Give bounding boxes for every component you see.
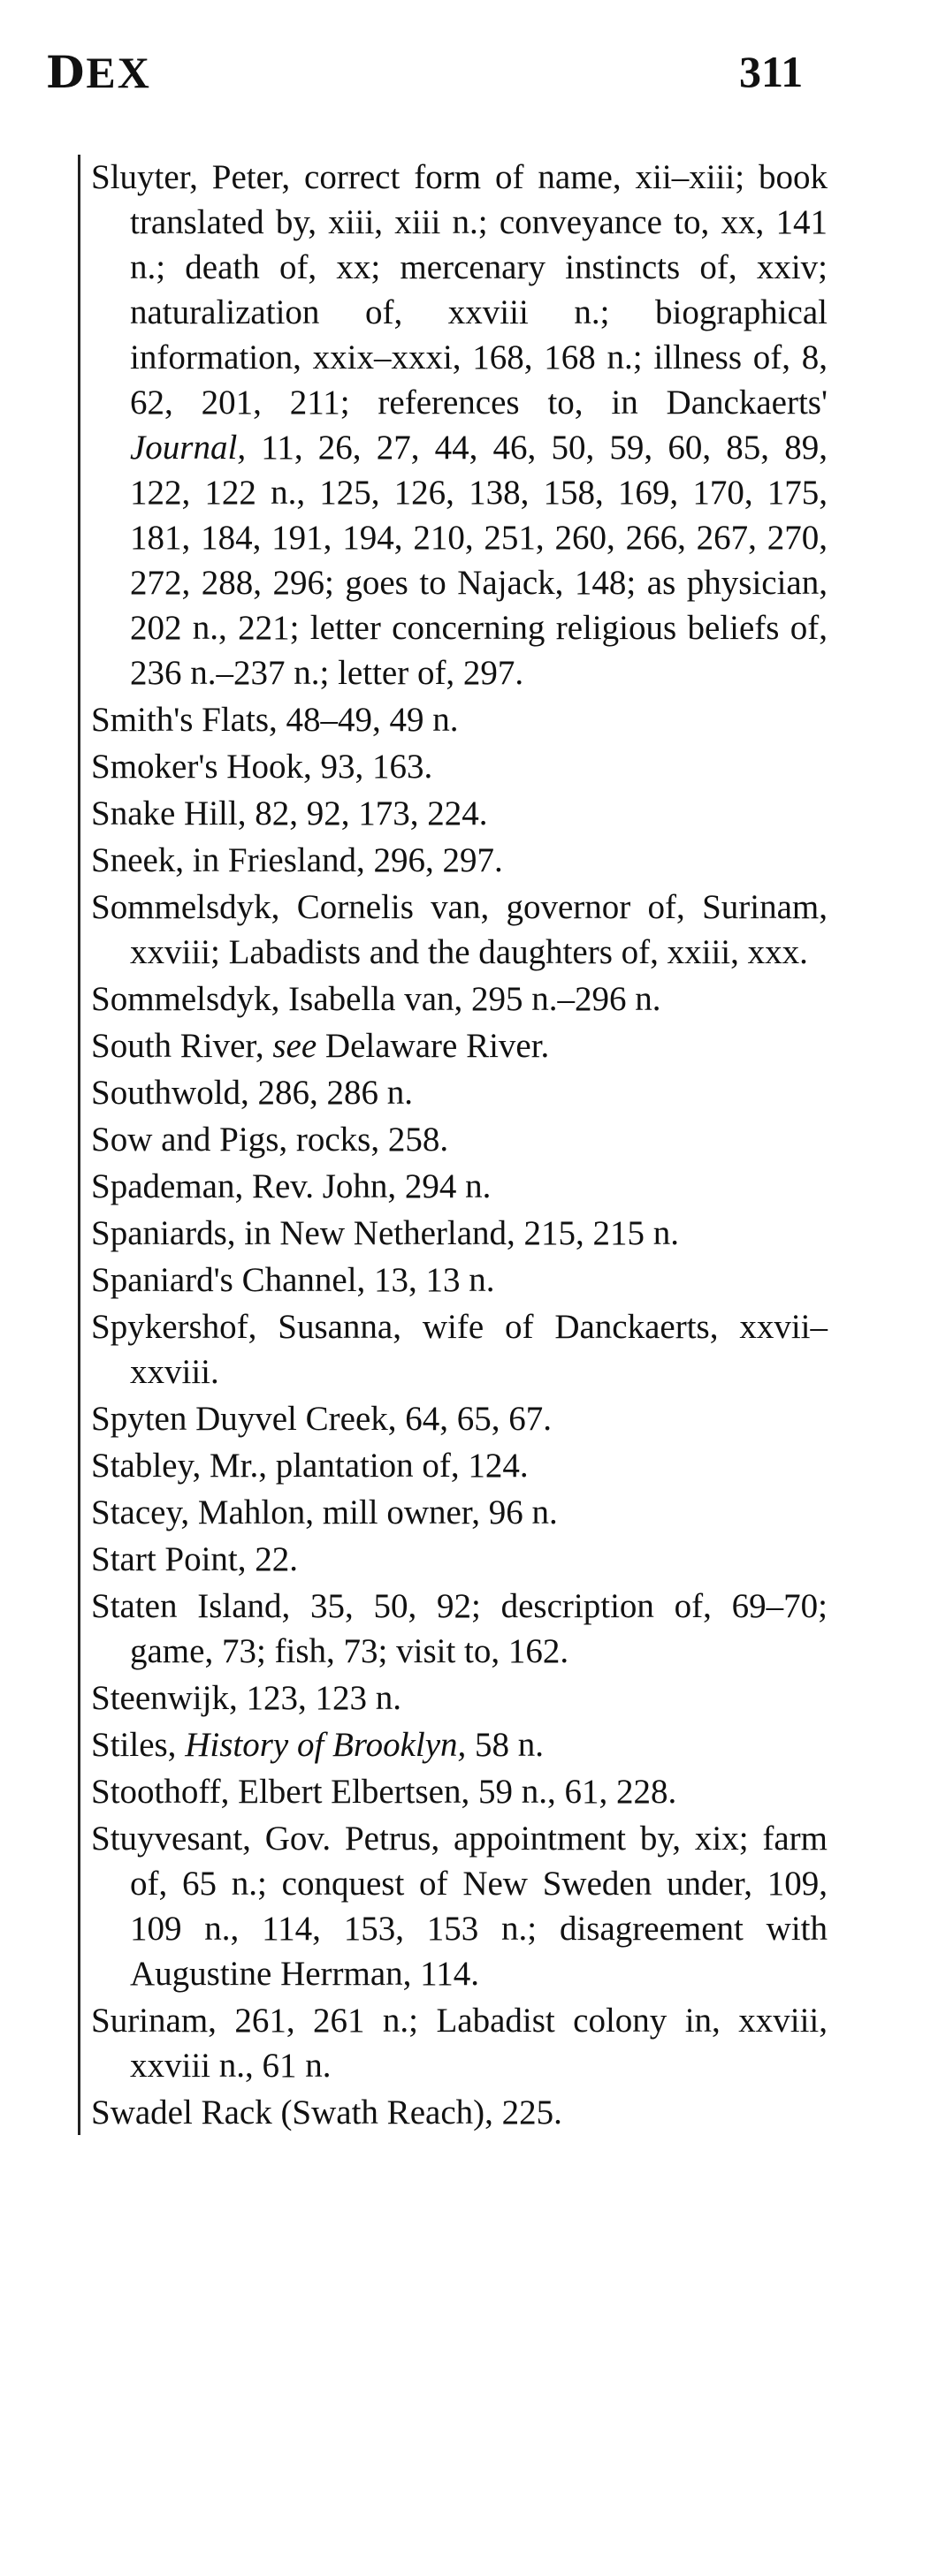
index-entry-text: Sneek, in Friesland, 296, 297. (91, 841, 503, 879)
index-entry (91, 1584, 828, 1674)
index-entry-text: Stabley, Mr., plantation of, 124. (91, 1447, 529, 1485)
index-entry (91, 1211, 828, 1256)
index-entry-text: Stiles, (91, 1726, 186, 1764)
index-entry-text: Stacey, Mahlon, mill owner, 96 n. (91, 1493, 558, 1531)
index-entry (91, 1676, 828, 1721)
index-entry (91, 885, 828, 975)
index-entry (91, 791, 828, 836)
index-entry-text: Snake Hill, 82, 92, 173, 224. (91, 794, 488, 832)
index-entry (91, 1304, 828, 1394)
index-entry-text: Spaniards, in New Netherland, 215, 215 n. (91, 1214, 680, 1252)
index-entry (91, 1164, 828, 1209)
index-entry-text: Sommelsdyk, Isabella van, 295 n.–296 n. (91, 980, 661, 1018)
index-entry (91, 1537, 828, 1582)
index-entry-text: Sow and Pigs, rocks, 258. (91, 1121, 449, 1159)
index-entry-text: Spykershof, Susanna, wife of Danckaerts, xxvii–xxviii. (91, 1308, 828, 1391)
index-entry-text: Sluyter, Peter, correct form of name, xii–xiii; book translated by, xiii, xiii n.; conveyance to, xx, 141 n.; death of, xx; mercenary instincts of, xxiv; naturalization of, xxviii n.; biographical information, xxix–xxxi, 168, 168 n.; illness of, 8, 62, 201, 211; references to, in Danckaerts' (91, 158, 828, 422)
running-head-title: ⅮEX (46, 48, 151, 97)
index-entry-text: Steenwijk, 123, 123 n. (91, 1679, 401, 1717)
index-entry (91, 1998, 828, 2088)
index-entry-text: Surinam, 261, 261 n.; Labadist colony in, xxviii, xxviii n., 61 n. (91, 2002, 828, 2085)
index-entry (91, 1769, 828, 1814)
index-entry (91, 1258, 828, 1303)
page-number: 311 (739, 47, 804, 96)
index-entry-text: Spaniard's Channel, 13, 13 n. (91, 1261, 495, 1299)
index-entry (91, 1443, 828, 1488)
index-entry (91, 697, 828, 742)
running-header (0, 46, 946, 99)
index-entry-text: Start Point, 22. (91, 1540, 299, 1578)
index-entry-text: Spademan, Rev. John, 294 n. (91, 1167, 492, 1205)
index-entry-text: see (272, 1027, 317, 1065)
index-entry-text: History of Brooklyn, (185, 1726, 467, 1764)
index-entry-text: 58 n. (466, 1726, 545, 1764)
index-entry (91, 1070, 828, 1115)
index-entry-text: Southwold, 286, 286 n. (91, 1074, 414, 1112)
index-entry-text: Sommelsdyk, Cornelis van, governor of, Surinam, xxviii; Labadists and the daughters of, xxiii, xxx. (91, 888, 828, 971)
index-entry-text: Delaware River. (317, 1027, 550, 1065)
index-column (78, 155, 828, 2135)
index-entry (91, 1117, 828, 1162)
index-entry (91, 155, 828, 695)
index-entry-text: Journal, (130, 429, 247, 467)
index-entry (91, 1816, 828, 1996)
index-entry (91, 1490, 828, 1535)
index-entry-text: Spyten Duyvel Creek, 64, 65, 67. (91, 1400, 553, 1438)
index-entry-text: Smoker's Hook, 93, 163. (91, 748, 433, 786)
index-entry-text: Swadel Rack (Swath Reach), 225. (91, 2093, 562, 2131)
index-entry (91, 1396, 828, 1441)
index-entry-text: Stuyvesant, Gov. Petrus, appointment by, xix; farm of, 65 n.; conquest of New Sweden under, 109, 109 n., 114, 153, 153 n.; disagreement with Augustine Herrman, 114. (91, 1820, 828, 1993)
index-entry (91, 838, 828, 883)
index-entry (91, 2090, 828, 2135)
index-entry-text: Staten Island, 35, 50, 92; description of, 69–70; game, 73; fish, 73; visit to, 162. (91, 1587, 828, 1670)
index-entry (91, 1722, 828, 1767)
index-entry-text: Stoothoff, Elbert Elbertsen, 59 n., 61, 228. (91, 1773, 677, 1811)
index-entry-text: South River, (91, 1027, 273, 1065)
index-entry-text: Smith's Flats, 48–49, 49 n. (91, 701, 459, 739)
index-entry (91, 1023, 828, 1068)
index-entry (91, 976, 828, 1022)
index-entry-text: 11, 26, 27, 44, 46, 50, 59, 60, 85, 89, 122, 122 n., 125, 126, 138, 158, 169, 170, 175, 181, 184, 191, 194, 210, 251, 260, 266, 267, 270, 272, 288, 296; goes to Najack, 148; as physician, 202 n., 221; letter concerning religious beliefs of, 236 n.–237 n.; letter of, 297. (130, 429, 828, 692)
index-entry (91, 744, 828, 789)
